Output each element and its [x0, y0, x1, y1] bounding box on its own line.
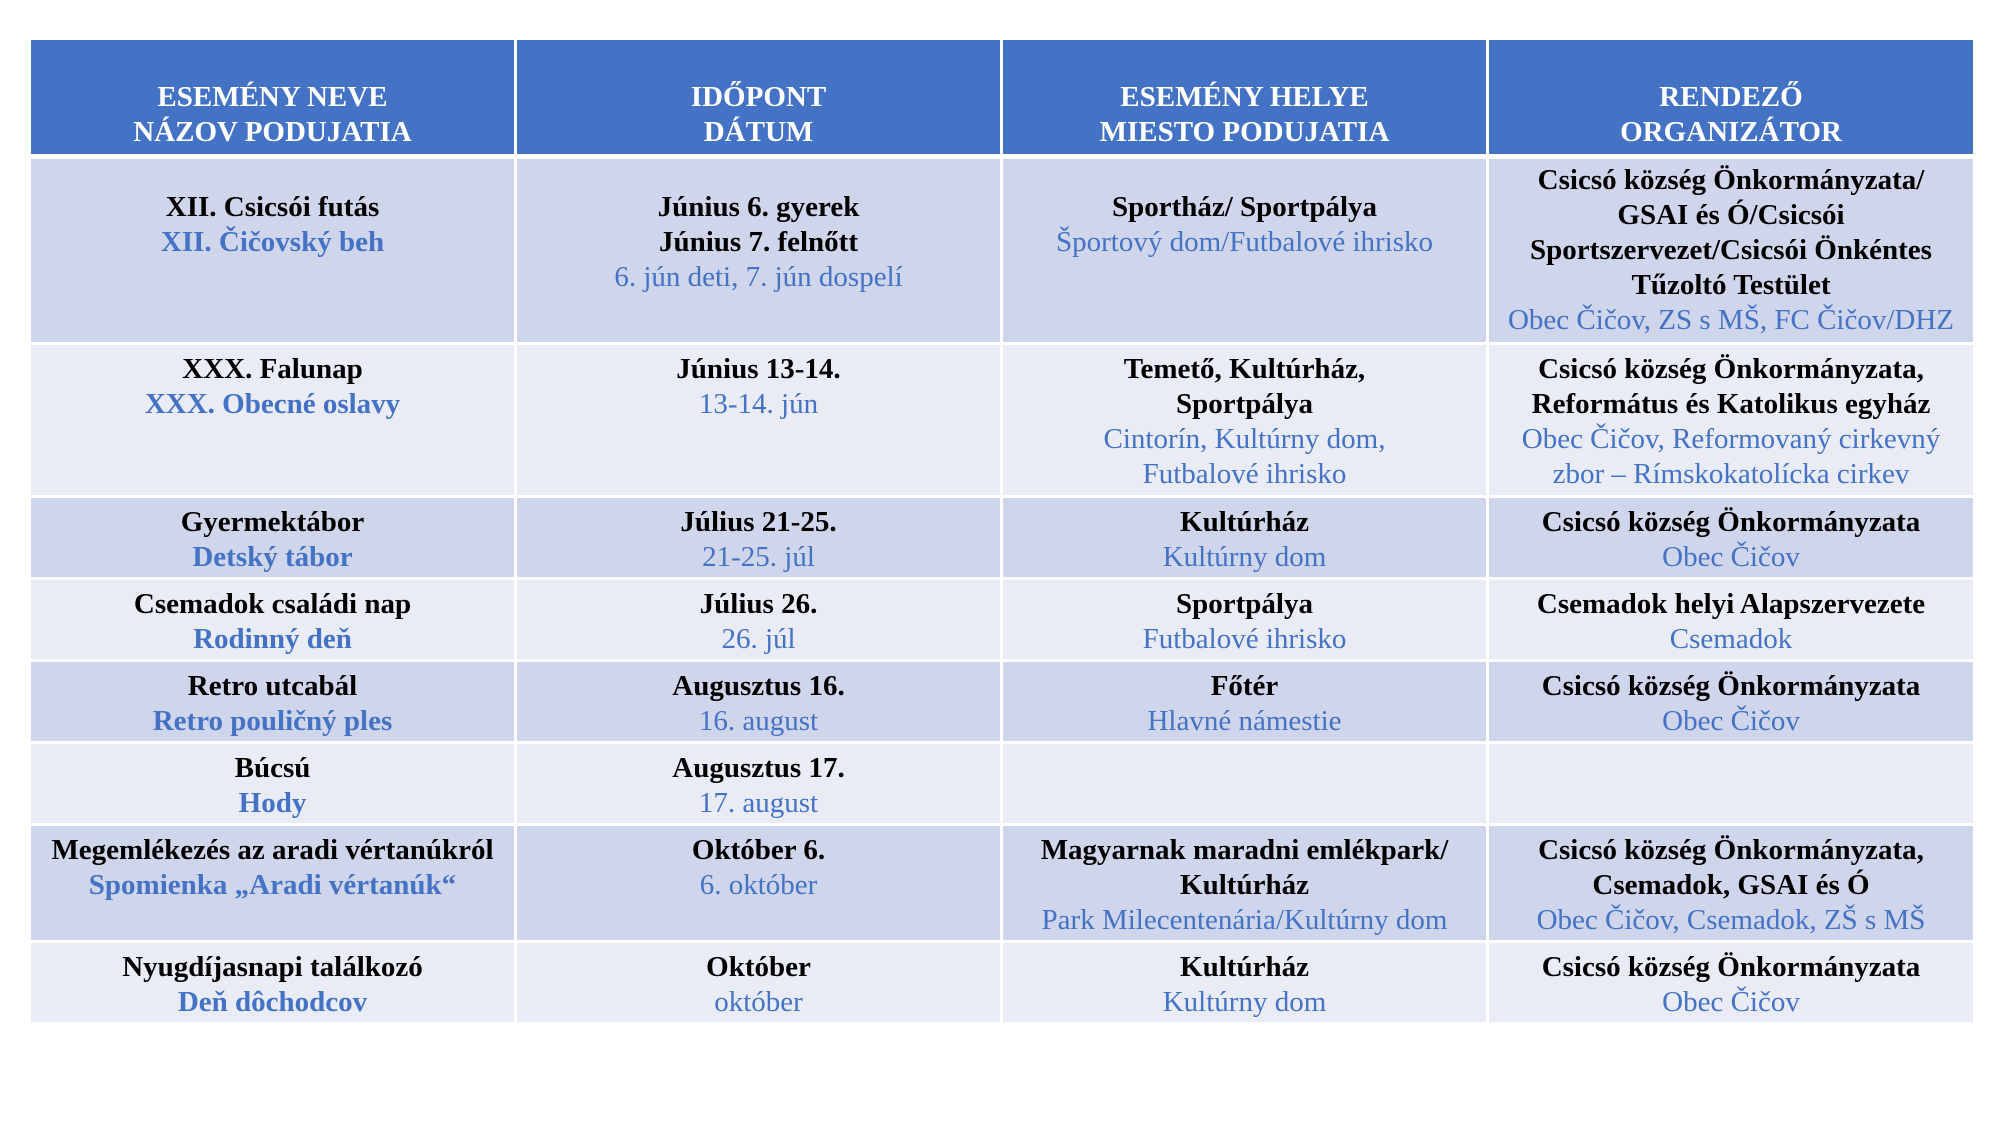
organizer-cell	[1489, 580, 1973, 662]
event-name-hu: Gyermektábor	[180, 506, 365, 538]
organizer-hu: Tűzoltó Testület	[1631, 269, 1831, 301]
date-hu: Július 26.	[699, 588, 818, 620]
date-cell	[517, 943, 1003, 1025]
header-date	[517, 40, 1003, 159]
organizer-hu: Csicsó község Önkormányzata	[1541, 951, 1921, 983]
organizer-hu: Csicsó község Önkormányzata	[1541, 670, 1921, 702]
event-name-sk: Spomienka „Aradi vértanúk“	[88, 869, 457, 901]
date-hu: Június 13-14.	[676, 353, 841, 385]
event-name-sk: Detský tábor	[192, 541, 353, 573]
place-hu: Kultúrház	[1180, 951, 1309, 983]
place-cell	[1003, 826, 1489, 943]
header-organizer-hu: RENDEZŐ	[1659, 81, 1803, 113]
place-hu: Főtér	[1210, 670, 1279, 702]
event-name-cell	[31, 826, 517, 943]
place-sk: Futbalové ihrisko	[1142, 623, 1347, 655]
date-cell	[517, 498, 1003, 580]
event-name-cell	[31, 662, 517, 744]
table-row	[31, 498, 1973, 580]
event-name-cell	[31, 744, 517, 826]
events-table	[31, 40, 1973, 1025]
table-row	[31, 744, 1973, 826]
event-name-sk: Deň dôchodcov	[177, 986, 368, 1018]
place-sk: Kultúrny dom	[1162, 986, 1327, 1018]
organizer-hu: Sportszervezet/Csicsói Önkéntes	[1530, 234, 1932, 266]
place-cell	[1003, 345, 1489, 498]
organizer-hu: Csicsó község Önkormányzata,	[1538, 353, 1924, 385]
place-sk: Hlavné námestie	[1147, 705, 1342, 737]
place-sk: Športový dom/Futbalové ihrisko	[1056, 226, 1433, 258]
event-name-hu: Megemlékezés az aradi vértanúkról	[51, 834, 494, 866]
place-hu: Sportpálya	[1176, 388, 1313, 420]
event-name-sk: Hody	[238, 787, 307, 819]
organizer-cell	[1489, 159, 1973, 345]
organizer-hu: Csemadok, GSAI és Ó	[1592, 869, 1870, 901]
organizer-sk: Obec Čičov, Reformovaný cirkevný	[1521, 423, 1941, 455]
organizer-cell	[1489, 345, 1973, 498]
date-cell	[517, 580, 1003, 662]
header-place	[1003, 40, 1489, 159]
organizer-cell	[1489, 662, 1973, 744]
date-hu: Július 21-25.	[680, 506, 837, 538]
date-cell	[517, 159, 1003, 345]
organizer-hu: GSAI és Ó/Csicsói	[1617, 199, 1845, 231]
event-name-cell	[31, 498, 517, 580]
header-row	[31, 40, 1973, 159]
organizer-cell	[1489, 744, 1973, 826]
table-row	[31, 159, 1973, 345]
place-cell	[1003, 943, 1489, 1025]
date-cell	[517, 744, 1003, 826]
date-hu: Június 7. felnőtt	[658, 226, 858, 258]
place-cell	[1003, 662, 1489, 744]
date-hu: Augusztus 17.	[672, 752, 845, 784]
place-hu: Temető, Kultúrház,	[1123, 353, 1366, 385]
event-name-hu: XII. Csicsói futás	[165, 191, 380, 223]
organizer-hu: Református és Katolikus egyház	[1531, 388, 1931, 420]
organizer-hu: Csicsó község Önkormányzata	[1541, 506, 1921, 538]
event-name-hu: XXX. Falunap	[182, 353, 363, 385]
table-row	[31, 662, 1973, 744]
event-name-sk: XXX. Obecné oslavy	[144, 388, 401, 420]
place-sk: Futbalové ihrisko	[1142, 458, 1347, 490]
organizer-sk: Obec Čičov, ZS s MŠ, FC Čičov/DHZ	[1507, 304, 1955, 336]
organizer-cell	[1489, 826, 1973, 943]
date-cell	[517, 662, 1003, 744]
place-hu: Sportpálya	[1176, 588, 1313, 620]
date-sk: 21-25. júl	[702, 541, 815, 573]
header-event-name-sk: NÁZOV PODUJATIA	[133, 116, 412, 148]
header-place-hu: ESEMÉNY HELYE	[1120, 81, 1369, 113]
date-hu: Október 6.	[691, 834, 826, 866]
organizer-sk: Obec Čičov, Csemadok, ZŠ s MŠ	[1536, 904, 1926, 936]
event-name-cell	[31, 345, 517, 498]
place-sk: Kultúrny dom	[1162, 541, 1327, 573]
organizer-hu: Csicsó község Önkormányzata,	[1538, 834, 1924, 866]
place-hu: Kultúrház	[1180, 506, 1309, 538]
place-cell	[1003, 744, 1489, 826]
organizer-hu: Csemadok helyi Alapszervezete	[1536, 588, 1926, 620]
event-name-cell	[31, 159, 517, 345]
place-cell	[1003, 580, 1489, 662]
header-date-sk: DÁTUM	[703, 116, 814, 148]
organizer-cell	[1489, 943, 1973, 1025]
date-hu: Október	[706, 951, 811, 983]
date-sk: 17. august	[698, 787, 819, 819]
date-sk: 6. jún deti, 7. jún dospelí	[614, 261, 903, 293]
date-cell	[517, 345, 1003, 498]
place-cell	[1003, 159, 1489, 345]
organizer-sk: Csemadok	[1669, 623, 1793, 655]
header-event-name	[31, 40, 517, 159]
date-sk: október	[714, 986, 803, 1018]
date-cell	[517, 826, 1003, 943]
place-hu: Sportház/ Sportpálya	[1111, 191, 1378, 223]
header-date-hu: IDŐPONT	[690, 81, 827, 113]
table-row	[31, 345, 1973, 498]
organizer-sk: Obec Čičov	[1662, 541, 1800, 573]
organizer-sk: Obec Čičov	[1662, 705, 1800, 737]
organizer-cell	[1489, 498, 1973, 580]
table-row	[31, 826, 1973, 943]
place-sk: Park Milecentenária/Kultúrny dom	[1041, 904, 1448, 936]
organizer-hu: Csicsó község Önkormányzata/	[1537, 164, 1925, 196]
header-place-sk: MIESTO PODUJATIA	[1099, 116, 1390, 148]
event-name-hu: Búcsú	[234, 752, 311, 784]
place-hu: Kultúrház	[1180, 869, 1309, 901]
event-name-sk: Retro pouličný ples	[152, 705, 393, 737]
event-name-hu: Nyugdíjasnapi találkozó	[122, 951, 423, 983]
table-row	[31, 580, 1973, 662]
place-hu: Magyarnak maradni emlékpark/	[1040, 834, 1449, 866]
event-name-sk: XII. Čičovský beh	[160, 226, 385, 258]
event-name-sk: Rodinný deň	[193, 623, 352, 655]
date-sk: 26. júl	[721, 623, 796, 655]
date-sk: 13-14. jún	[698, 388, 819, 420]
place-sk: Cintorín, Kultúrny dom,	[1103, 423, 1386, 455]
date-sk: 16. august	[698, 705, 819, 737]
event-name-cell	[31, 580, 517, 662]
header-event-name-hu: ESEMÉNY NEVE	[157, 81, 388, 113]
event-name-hu: Csemadok családi nap	[133, 588, 412, 620]
date-sk: 6. október	[699, 869, 818, 901]
header-organizer-sk: ORGANIZÁTOR	[1620, 116, 1842, 148]
organizer-sk: Obec Čičov	[1662, 986, 1800, 1018]
date-hu: Június 6. gyerek	[657, 191, 860, 223]
event-name-cell	[31, 943, 517, 1025]
event-name-hu: Retro utcabál	[187, 670, 358, 702]
place-cell	[1003, 498, 1489, 580]
table-row	[31, 943, 1973, 1025]
organizer-sk: zbor – Rímskokatolícka cirkev	[1552, 458, 1910, 490]
date-hu: Augusztus 16.	[672, 670, 845, 702]
header-organizer	[1489, 40, 1973, 159]
